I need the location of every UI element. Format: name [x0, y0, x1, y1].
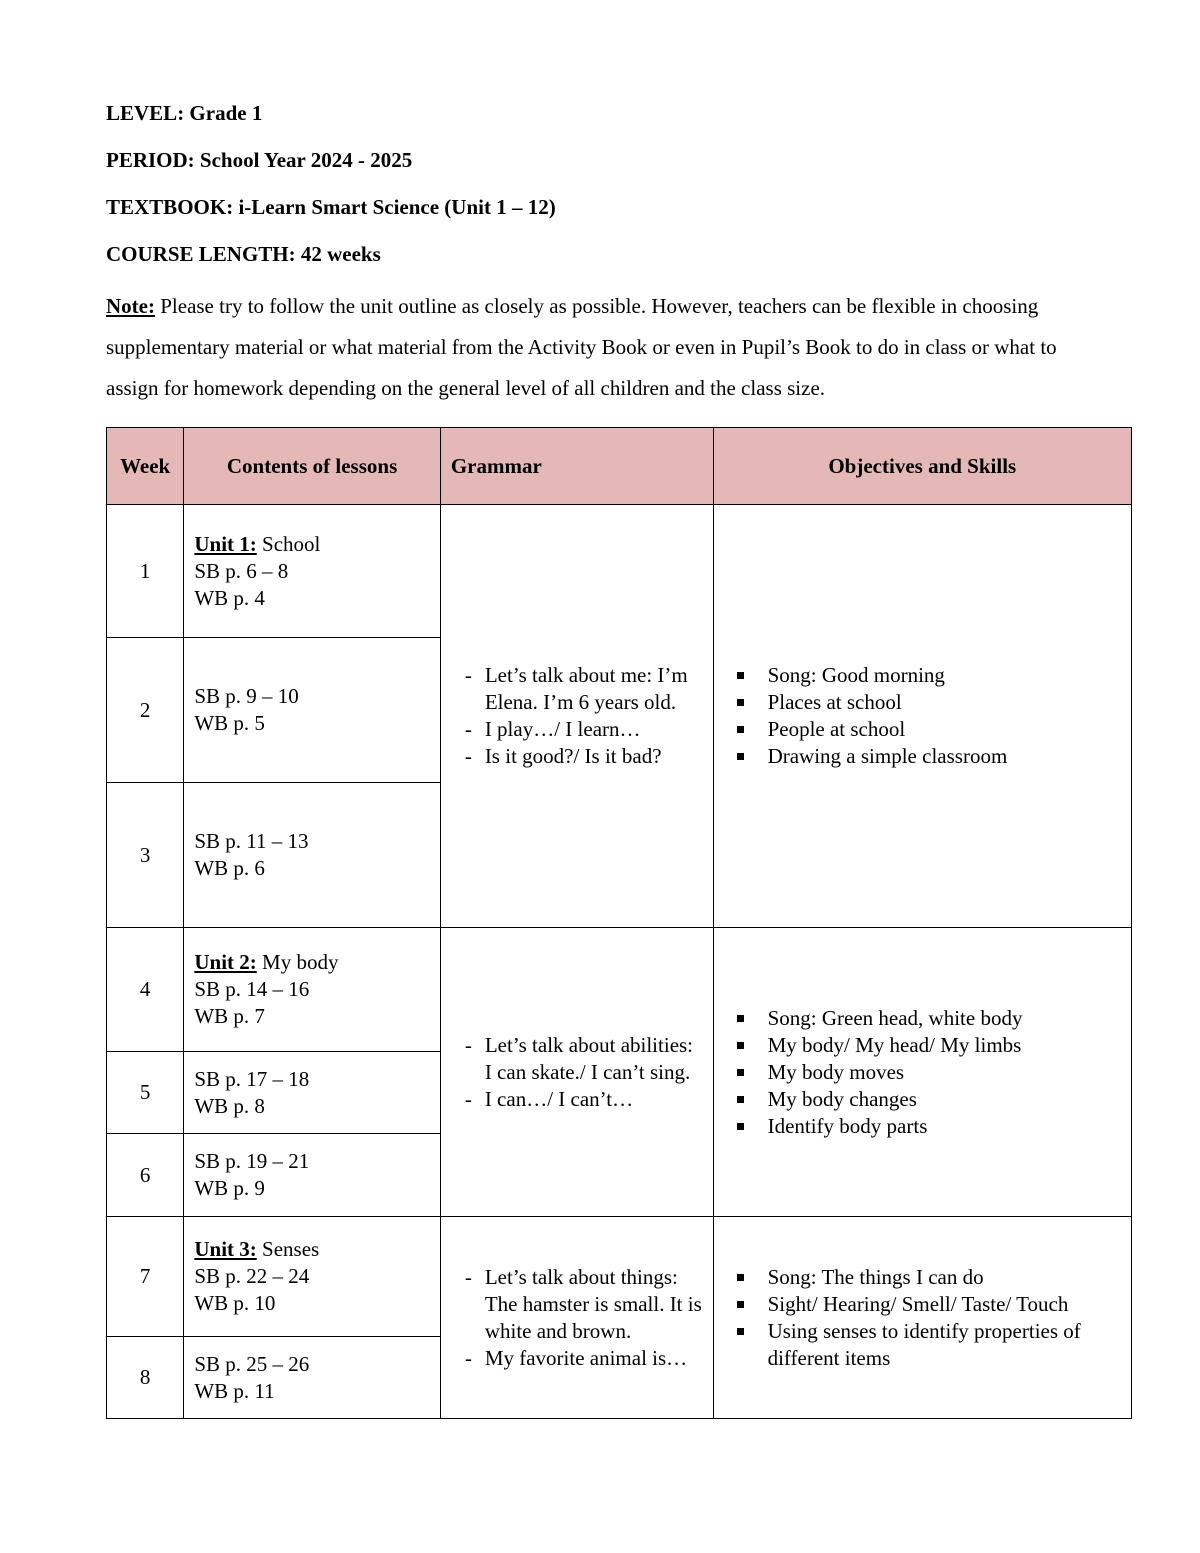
unit-name: Senses: [256, 1237, 320, 1261]
list-item: People at school: [734, 716, 1121, 743]
week-cell: 2: [107, 638, 184, 783]
list-item: Song: Good morning: [734, 662, 1121, 689]
objectives-cell: [713, 505, 1131, 928]
contents-cell: [184, 638, 440, 783]
unit-label: Unit 1:: [194, 531, 257, 556]
period-line: PERIOD: School Year 2024 - 2025: [106, 148, 413, 172]
wb-pages: WB p. 10: [194, 1291, 276, 1315]
objectives-cell: [713, 928, 1131, 1217]
list-item: - I play…/ I learn…: [461, 716, 703, 743]
week-cell: 5: [107, 1052, 184, 1134]
header-contents: Contents of lessons: [184, 428, 440, 505]
contents-cell: [184, 1217, 440, 1337]
list-item: Sight/ Hearing/ Smell/ Taste/ Touch: [734, 1291, 1121, 1318]
list-item: Drawing a simple classroom: [734, 743, 1121, 770]
objectives-list: [724, 1264, 1121, 1372]
week-cell: 3: [107, 783, 184, 928]
sb-pages: SB p. 14 – 16: [194, 977, 310, 1001]
note-label: Note:: [106, 294, 155, 318]
list-item: Identify body parts: [734, 1113, 1121, 1140]
wb-pages: WB p. 7: [194, 1004, 265, 1028]
list-item: - My favorite animal is…: [461, 1345, 703, 1372]
header-objectives: Objectives and Skills: [713, 428, 1131, 505]
list-item: Places at school: [734, 689, 1121, 716]
wb-pages: WB p. 5: [194, 711, 265, 735]
sb-pages: SB p. 11 – 13: [194, 829, 309, 853]
week-cell: 6: [107, 1134, 184, 1217]
objectives-list: [724, 662, 1121, 770]
note-text: Please try to follow the unit outline as closely as possible. However, teachers can be flexible in choosing supplementary material or what material from the Activity Book or even in Pupil’s Book to do in class or what to assign for homework depending on the general level of all children and the class size.: [106, 294, 1057, 400]
week-cell: 1: [107, 505, 184, 638]
table-row: [107, 1217, 1132, 1337]
grammar-cell: [440, 505, 713, 928]
contents-cell: [184, 505, 440, 638]
sb-pages: SB p. 17 – 18: [194, 1066, 310, 1091]
course-plan-table: [106, 427, 1132, 1419]
sb-pages: SB p. 19 – 21: [194, 1149, 310, 1173]
contents-cell: [184, 1337, 440, 1419]
grammar-list: [451, 1032, 703, 1113]
week-cell: 4: [107, 928, 184, 1052]
contents-cell: [184, 783, 440, 928]
sb-pages: SB p. 25 – 26: [194, 1351, 310, 1376]
unit-label: Unit 2:: [194, 950, 257, 974]
course-length-line: COURSE LENGTH: 42 weeks: [106, 242, 381, 266]
list-item: - Let’s talk about me: I’m Elena. I’m 6 years old.: [461, 662, 703, 716]
list-item: My body moves: [734, 1059, 1121, 1086]
note-paragraph: [106, 286, 1106, 409]
list-item: My body changes: [734, 1086, 1121, 1113]
wb-pages: WB p. 4: [194, 585, 265, 610]
table-header-row: [107, 428, 1132, 505]
list-item: Using senses to identify properties of different items: [734, 1318, 1121, 1372]
week-cell: 8: [107, 1337, 184, 1419]
wb-pages: WB p. 8: [194, 1093, 265, 1118]
textbook-line: TEXTBOOK: i-Learn Smart Science (Unit 1 – 12): [106, 195, 556, 219]
sb-pages: SB p. 22 – 24: [194, 1264, 310, 1288]
grammar-list: [451, 662, 703, 770]
wb-pages: WB p. 9: [194, 1176, 265, 1200]
list-item: - Let’s talk about abilities: I can skate./ I can’t sing.: [461, 1032, 703, 1086]
level-line: LEVEL: Grade 1: [106, 101, 263, 125]
table-row: [107, 928, 1132, 1052]
list-item: - Is it good?/ Is it bad?: [461, 743, 703, 770]
grammar-cell: [440, 928, 713, 1217]
grammar-cell: [440, 1217, 713, 1419]
unit-name: School: [256, 531, 321, 556]
list-item: Song: The things I can do: [734, 1264, 1121, 1291]
list-item: My body/ My head/ My limbs: [734, 1032, 1121, 1059]
objectives-list: [724, 1005, 1121, 1140]
header-week: Week: [107, 428, 184, 505]
sb-pages: SB p. 9 – 10: [194, 684, 299, 708]
list-item: - I can…/ I can’t…: [461, 1086, 703, 1113]
list-item: - Let’s talk about things: The hamster is small. It is white and brown.: [461, 1264, 703, 1345]
contents-cell: [184, 1134, 440, 1217]
objectives-cell: [713, 1217, 1131, 1419]
week-cell: 7: [107, 1217, 184, 1337]
unit-name: My body: [256, 950, 339, 974]
header-grammar: Grammar: [440, 428, 713, 505]
contents-cell: [184, 928, 440, 1052]
wb-pages: WB p. 11: [194, 1378, 275, 1403]
table-row: [107, 505, 1132, 638]
wb-pages: WB p. 6: [194, 856, 265, 880]
unit-label: Unit 3:: [194, 1237, 257, 1261]
contents-cell: [184, 1052, 440, 1134]
grammar-list: [451, 1264, 703, 1372]
sb-pages: SB p. 6 – 8: [194, 558, 289, 583]
list-item: Song: Green head, white body: [734, 1005, 1121, 1032]
